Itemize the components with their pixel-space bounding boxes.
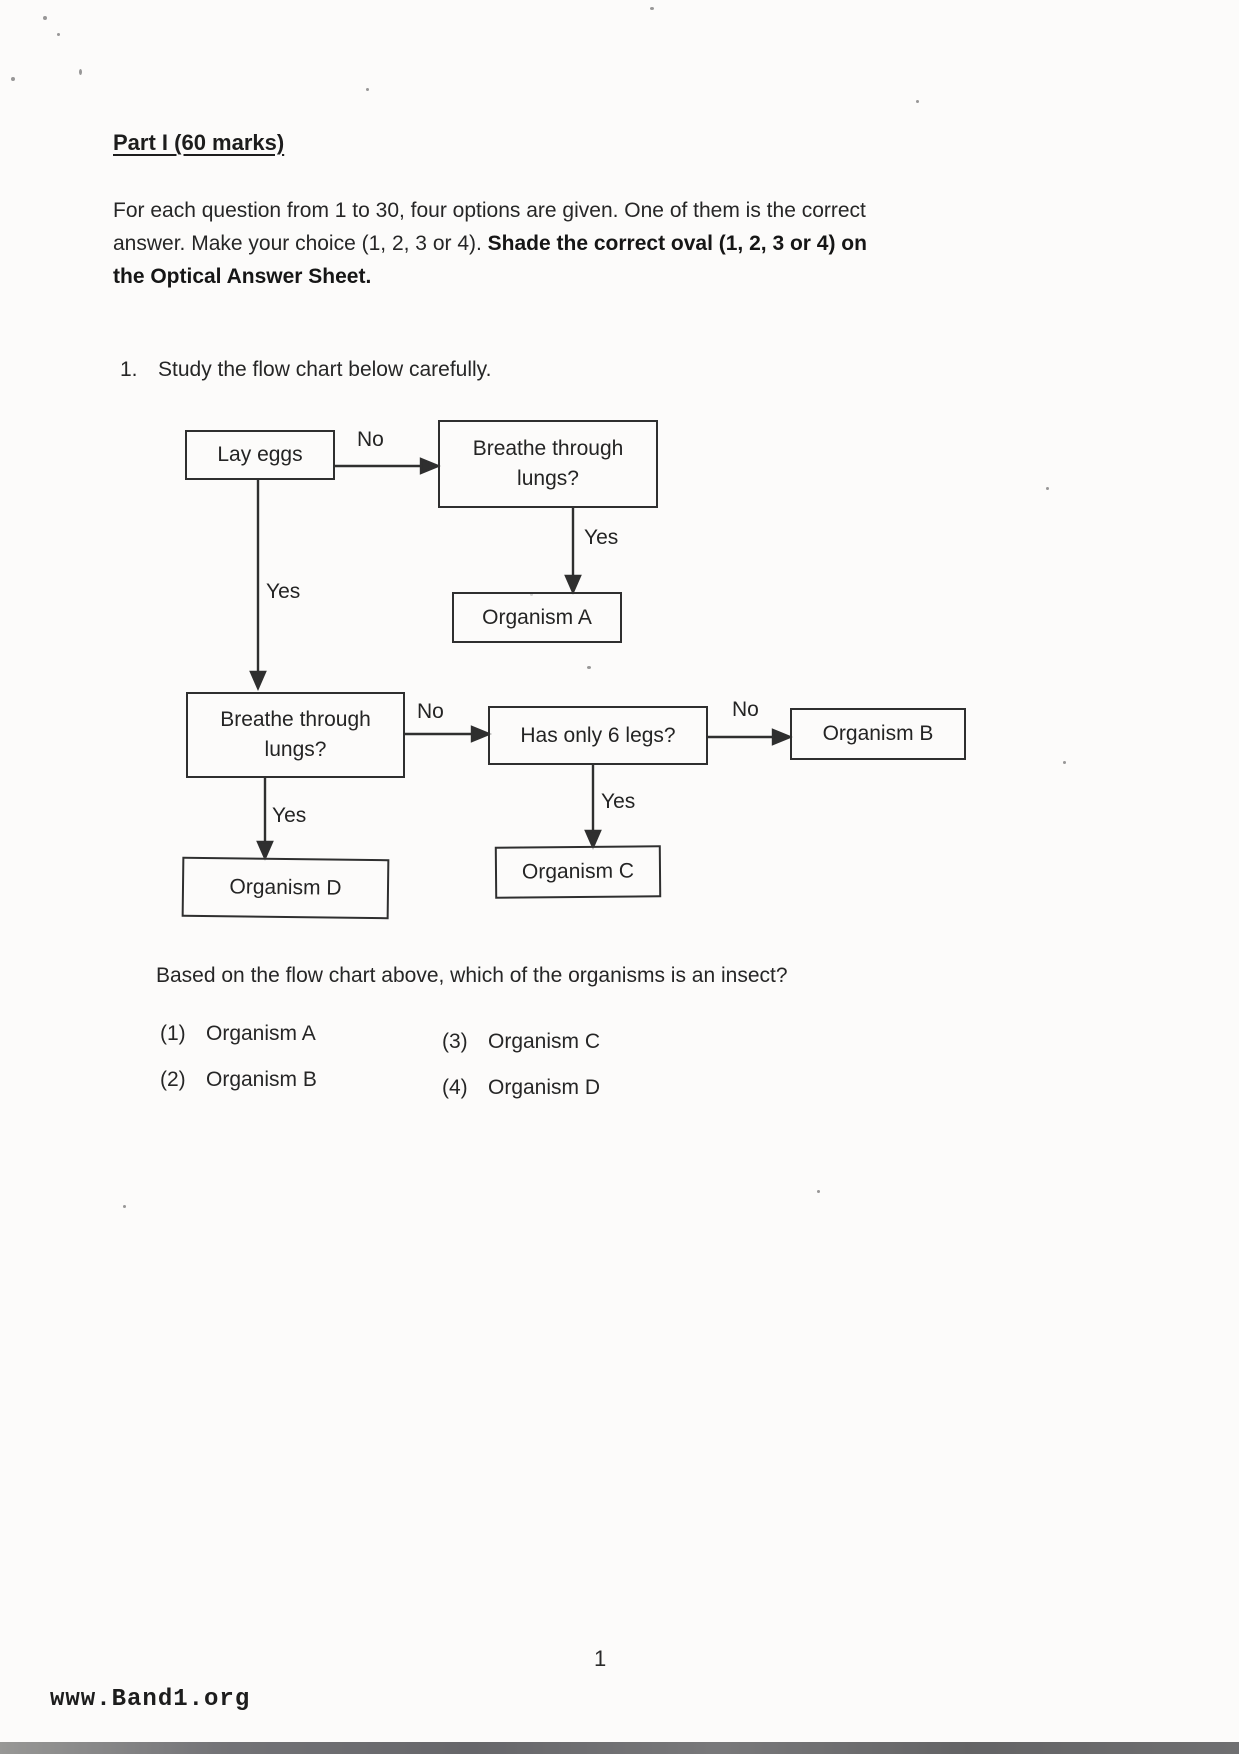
page-number: 1 (594, 1646, 607, 1671)
scan-speck (587, 666, 591, 669)
question-number: 1. (120, 358, 138, 381)
scan-speck (916, 100, 919, 103)
flow-node-organism-c: Organism C (495, 845, 661, 898)
scan-edge-bar (0, 1742, 1239, 1754)
scan-speck (650, 7, 654, 10)
scan-speck (123, 1205, 126, 1208)
instructions-line-2 (113, 227, 867, 260)
edge-label-no-3: No (732, 698, 759, 721)
instructions-line-3: the Optical Answer Sheet. (113, 265, 372, 288)
edge-label-yes-1: Yes (584, 526, 619, 549)
scan-speck (79, 69, 82, 75)
option-2 (160, 1068, 317, 1092)
instructions-line-2-bold: Shade the correct oval (1, 2, 3 or 4) on (487, 232, 867, 255)
instructions-paragraph (113, 194, 867, 293)
option-2-label: Organism B (206, 1068, 317, 1091)
edge-label-no-2: No (417, 700, 444, 723)
flow-node-has-6-legs: Has only 6 legs? (488, 706, 708, 765)
option-1-label: Organism A (206, 1022, 316, 1045)
option-3 (442, 1030, 600, 1054)
question-prompt: Study the flow chart below carefully. (158, 358, 492, 381)
flow-node-breathe-lungs-2: Breathe through lungs? (186, 692, 405, 778)
flow-node-organism-a: Organism A (452, 592, 622, 643)
scan-speck (1063, 761, 1066, 764)
scan-speck (366, 88, 369, 91)
scan-speck (11, 77, 15, 81)
section-title: Part I (60 marks) (113, 130, 285, 155)
option-2-number: (2) (160, 1068, 186, 1091)
flow-node-organism-d: Organism D (182, 857, 390, 920)
question-followup: Based on the flow chart above, which of the organisms is an insect? (156, 964, 788, 987)
option-4 (442, 1076, 600, 1100)
flow-node-breathe-lungs-1: Breathe through lungs? (438, 420, 658, 508)
question-1-stem (120, 358, 491, 382)
edge-label-no-1: No (357, 428, 384, 451)
option-4-label: Organism D (488, 1076, 601, 1099)
option-4-number: (4) (442, 1076, 468, 1099)
scan-speck (57, 33, 60, 36)
instructions-line-1: For each question from 1 to 30, four options are given. One of them is the correct (113, 199, 866, 222)
scan-speck (43, 16, 47, 20)
option-1 (160, 1022, 316, 1046)
edge-label-yes-3: Yes (601, 790, 636, 813)
edge-label-yes-4: Yes (272, 804, 307, 827)
edge-label-yes-2: Yes (266, 580, 301, 603)
watermark-url: www.Band1.org (50, 1686, 251, 1713)
option-1-number: (1) (160, 1022, 186, 1045)
flow-node-lay-eggs: Lay eggs (185, 430, 335, 480)
flow-node-organism-b: Organism B (790, 708, 966, 760)
option-3-number: (3) (442, 1030, 468, 1053)
scan-speck (1046, 487, 1049, 490)
instructions-line-2-normal: answer. Make your choice (1, 2, 3 or 4). (113, 232, 488, 255)
option-3-label: Organism C (488, 1030, 601, 1053)
scan-speck (817, 1190, 820, 1193)
